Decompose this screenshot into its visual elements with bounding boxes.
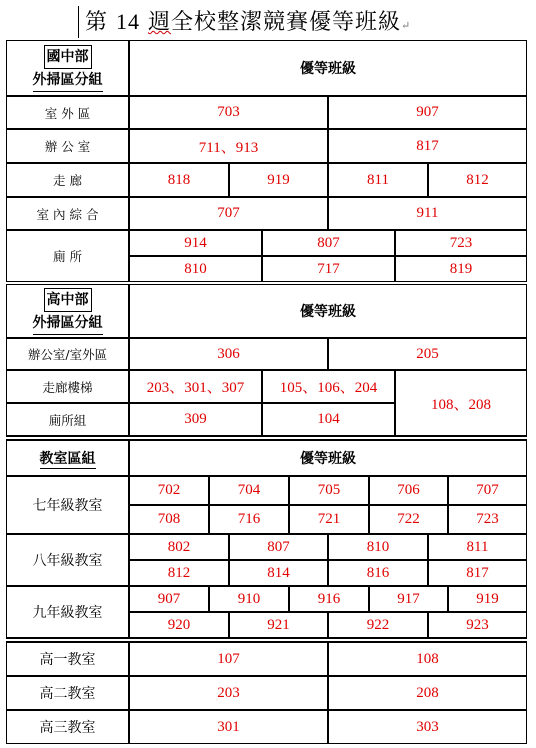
award-value: 911 — [328, 197, 527, 230]
award-value: 708 — [129, 505, 209, 534]
award-value: 814 — [229, 560, 328, 586]
award-value: 919 — [229, 163, 328, 197]
title-block — [78, 6, 411, 38]
award-value: 203 — [129, 676, 328, 710]
classroom-header-cell — [6, 440, 129, 476]
award-value: 812 — [428, 163, 527, 197]
award-value: 807 — [229, 534, 328, 560]
award-value: 705 — [289, 476, 369, 505]
row-label: 七年級教室 — [6, 476, 129, 534]
award-value: 309 — [129, 403, 262, 436]
classroom-award-header: 優等班級 — [129, 440, 527, 476]
row-label: 廁 所 — [6, 230, 129, 282]
junior-zone-label: 外掃區分組 — [33, 69, 103, 92]
award-value: 706 — [369, 476, 448, 505]
award-value: 723 — [395, 230, 527, 256]
senior-award-header: 優等班級 — [129, 284, 527, 338]
award-value: 703 — [129, 96, 328, 129]
row-label: 九年級教室 — [6, 586, 129, 638]
award-value: 721 — [289, 505, 369, 534]
award-value: 108、208 — [395, 370, 527, 436]
row-label: 走廊樓梯 — [6, 370, 129, 403]
award-value: 711、913 — [129, 129, 328, 163]
award-value: 807 — [262, 230, 395, 256]
award-value: 907 — [328, 96, 527, 129]
row-label: 辦公室/室外區 — [6, 338, 129, 370]
row-label: 高二教室 — [6, 676, 129, 710]
award-value: 816 — [328, 560, 428, 586]
award-value: 810 — [129, 256, 262, 282]
award-value: 108 — [328, 642, 527, 676]
award-value: 716 — [209, 505, 289, 534]
award-value: 919 — [448, 586, 527, 612]
award-value: 921 — [229, 612, 328, 638]
award-value: 722 — [369, 505, 448, 534]
row-label: 室 外 區 — [6, 96, 129, 129]
award-value: 922 — [328, 612, 428, 638]
award-value: 717 — [262, 256, 395, 282]
award-value: 914 — [129, 230, 262, 256]
award-value: 819 — [395, 256, 527, 282]
award-value: 907 — [129, 586, 209, 612]
award-value: 702 — [129, 476, 209, 505]
row-label: 室 內 綜 合 — [6, 197, 129, 230]
classroom-section-title: 教室區組 — [40, 448, 96, 469]
awards-table — [6, 40, 527, 744]
award-value: 205 — [328, 338, 527, 370]
award-value: 812 — [129, 560, 229, 586]
award-value: 910 — [209, 586, 289, 612]
award-value: 104 — [262, 403, 395, 436]
award-value: 818 — [129, 163, 229, 197]
award-value: 917 — [369, 586, 448, 612]
award-value: 707 — [448, 476, 527, 505]
senior-section-title: 高中部 — [44, 288, 92, 312]
award-value: 811 — [328, 163, 428, 197]
award-value: 301 — [129, 710, 328, 744]
award-value: 810 — [328, 534, 428, 560]
award-value: 916 — [289, 586, 369, 612]
row-label: 八年級教室 — [6, 534, 129, 586]
award-value: 704 — [209, 476, 289, 505]
award-value: 107 — [129, 642, 328, 676]
junior-award-header: 優等班級 — [129, 40, 527, 96]
award-value: 303 — [328, 710, 527, 744]
award-value: 723 — [448, 505, 527, 534]
page-title: 第 14 週全校整潔競賽優等班級↵ — [85, 9, 412, 35]
award-value: 811 — [428, 534, 527, 560]
award-value: 208 — [328, 676, 527, 710]
award-value: 920 — [129, 612, 229, 638]
award-value: 802 — [129, 534, 229, 560]
award-value: 817 — [328, 129, 527, 163]
award-value: 707 — [129, 197, 328, 230]
award-value: 306 — [129, 338, 328, 370]
row-label: 高三教室 — [6, 710, 129, 744]
award-value: 203、301、307 — [129, 370, 262, 403]
row-label: 廁所組 — [6, 403, 129, 436]
award-value: 923 — [428, 612, 527, 638]
row-label: 走 廊 — [6, 163, 129, 197]
junior-header-cell — [6, 40, 129, 96]
senior-zone-label: 外掃區分組 — [33, 312, 103, 335]
row-label: 辦 公 室 — [6, 129, 129, 163]
junior-section-title: 國中部 — [44, 45, 92, 69]
award-value: 105、106、204 — [262, 370, 395, 403]
row-label: 高一教室 — [6, 642, 129, 676]
senior-header-cell — [6, 284, 129, 338]
award-value: 817 — [428, 560, 527, 586]
